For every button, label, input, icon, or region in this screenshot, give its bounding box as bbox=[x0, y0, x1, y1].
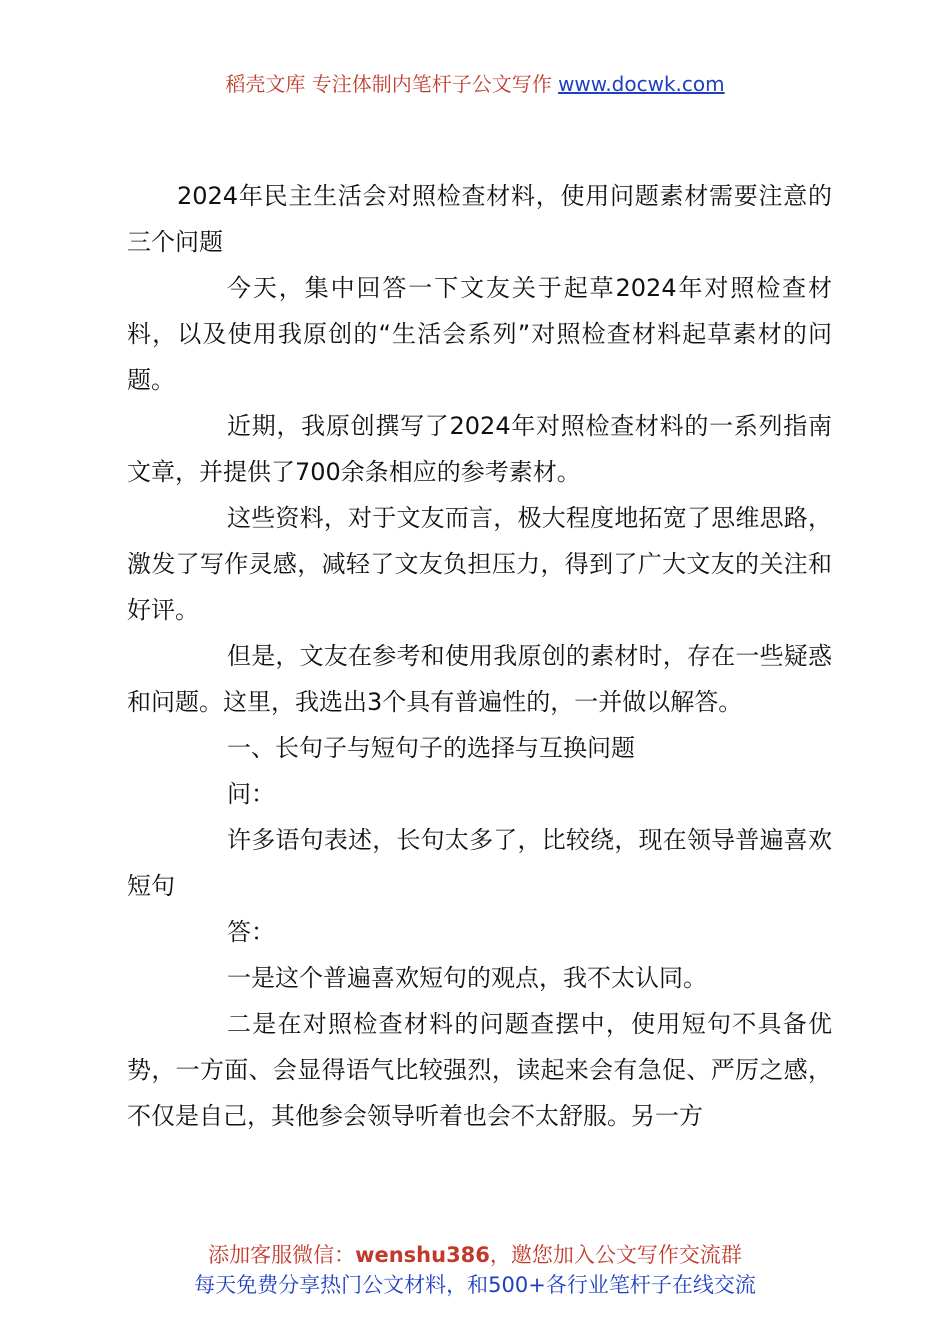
document-body bbox=[127, 173, 832, 1139]
paragraph: 但是，文友在参考和使用我原创的素材时，存在一些疑惑和问题。这里，我选出3个具有普遍性的，一并做以解答。 bbox=[127, 642, 832, 716]
header-brand: 稻壳文库 专注体制内笔杆子公文写作 bbox=[225, 72, 552, 96]
paragraph: 近期，我原创撰写了2024年对照检查材料的一系列指南文章，并提供了700余条相应的参考素材。 bbox=[127, 412, 832, 486]
paragraph: 一是这个普遍喜欢短句的观点，我不太认同。 bbox=[227, 964, 707, 992]
footer-prefix: 添加客服微信： bbox=[208, 1243, 356, 1267]
wechat-id: wenshu386 bbox=[355, 1243, 490, 1267]
paragraph: 二是在对照检查材料的问题查摆中，使用短句不具备优势，一方面、会显得语气比较强烈，读起来会有急促、严厉之感，不仅是自己，其他参会领导听着也会不太舒服。另一方 bbox=[127, 1010, 832, 1130]
paragraph: 今天，集中回答一下文友关于起草2024年对照检查材料，以及使用我原创的“生活会系列”对照检查材料起草素材的问题。 bbox=[127, 274, 832, 394]
paragraph: 这些资料，对于文友而言，极大程度地拓宽了思维思路，激发了写作灵感，减轻了文友负担压力，得到了广大文友的关注和好评。 bbox=[127, 504, 832, 624]
page-header bbox=[0, 70, 950, 98]
document-title: 2024年民主生活会对照检查材料，使用问题素材需要注意的三个问题 bbox=[127, 182, 832, 256]
header-url-link[interactable]: www.docwk.com bbox=[558, 72, 725, 96]
paragraph: 许多语句表述，长句太多了，比较绕，现在领导普遍喜欢短句 bbox=[127, 826, 832, 900]
footer-share-line: 每天免费分享热门公文材料，和500+各行业笔杆子在线交流 bbox=[194, 1273, 756, 1297]
section-heading: 一、长句子与短句子的选择与互换问题 bbox=[227, 734, 635, 762]
answer-label: 答： bbox=[227, 918, 275, 946]
footer-suffix: ，邀您加入公文写作交流群 bbox=[489, 1243, 742, 1267]
question-label: 问： bbox=[227, 780, 275, 808]
page-footer bbox=[0, 1240, 950, 1300]
footer-contact-line bbox=[0, 1240, 950, 1270]
